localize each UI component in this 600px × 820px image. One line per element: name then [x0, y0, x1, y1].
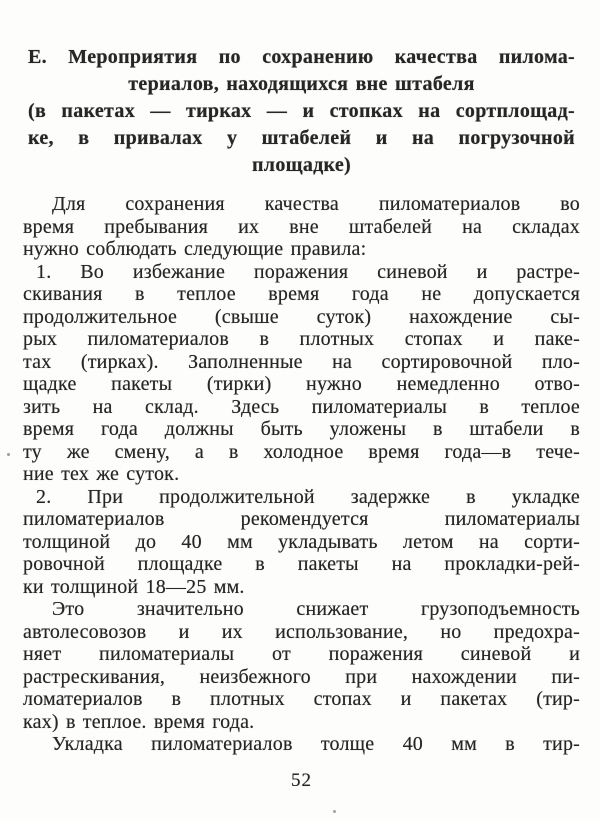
text-line: растрескивания, неизбежного при нахождении пи-: [23, 665, 580, 688]
text-line: няет пиломатериалы от поражения синевой и: [23, 643, 580, 665]
scan-speck: [333, 810, 336, 813]
text-line: время пребывания их вне штабелей на складах: [23, 215, 580, 238]
paragraph: [23, 733, 580, 756]
chapter-heading: [23, 44, 580, 179]
heading-line: Е. Мероприятия по сохранению качества пилома-: [28, 46, 575, 68]
heading-line: териалов, находящихся вне штабеля: [128, 73, 475, 95]
text-line: ки толщиной 18—25 мм.: [23, 575, 245, 598]
text-line: ломатериалов в плотных стопах и пакетах (тир-: [23, 688, 580, 710]
heading-line: ке, в привалах у штабелей и на погрузочной: [28, 127, 575, 149]
text-line: ках) в теплое. время года.: [23, 710, 255, 733]
text-line: скивания в теплое время года не допускается: [23, 283, 580, 305]
text-line: 2. При продолжительной задержке в укладке: [36, 485, 580, 508]
text-line: нужно соблюдать следующие правила:: [23, 238, 367, 260]
heading-line: площадке): [251, 154, 351, 176]
page-number: 52: [291, 769, 312, 791]
text-line: время года должны быть уложены в штабели в: [23, 418, 580, 440]
paragraph: [23, 598, 580, 733]
body-text: [23, 193, 580, 756]
text-line: рых пиломатериалов в плотных стопах и паке-: [23, 328, 580, 350]
text-line: толщиной до 40 мм укладывать летом на сорти-: [23, 530, 580, 553]
text-line: зить на склад. Здесь пиломатериалы в теплое: [23, 395, 580, 418]
text-line: тах (тирках). Заполненные на сортировочной пло-: [23, 350, 580, 373]
scan-speck: [7, 453, 10, 456]
text-line: Это значительно снижает грузоподъемность: [52, 598, 580, 620]
text-line: продолжительное (свыше суток) нахождение сы-: [23, 305, 580, 328]
paragraph: [23, 261, 580, 486]
text-line: ние тех же суток.: [23, 463, 180, 485]
paragraph: [23, 486, 580, 599]
heading-line: (в пакетах — тирках — и стопках на сортплощад-: [28, 100, 575, 122]
text-line: Укладка пиломатериалов толще 40 мм в тир-: [52, 733, 580, 755]
text-line: ровочной площадке в пакеты на прокладки-рей-: [23, 553, 580, 575]
paragraph: [23, 193, 580, 261]
text-line: Для сохранения качества пиломатериалов во: [52, 193, 580, 215]
text-line: пиломатериалов рекомендуется пиломатериалы: [23, 508, 580, 530]
text-line: автолесовозов и их использование, но предохра-: [23, 620, 580, 643]
text-column: [23, 0, 580, 791]
text-line: щадке пакеты (тирки) нужно немедленно отво-: [23, 373, 580, 395]
text-line: 1. Во избежание поражения синевой и растре-: [36, 260, 580, 283]
text-line: ту же смену, а в холодное время года—в тече-: [23, 440, 580, 463]
